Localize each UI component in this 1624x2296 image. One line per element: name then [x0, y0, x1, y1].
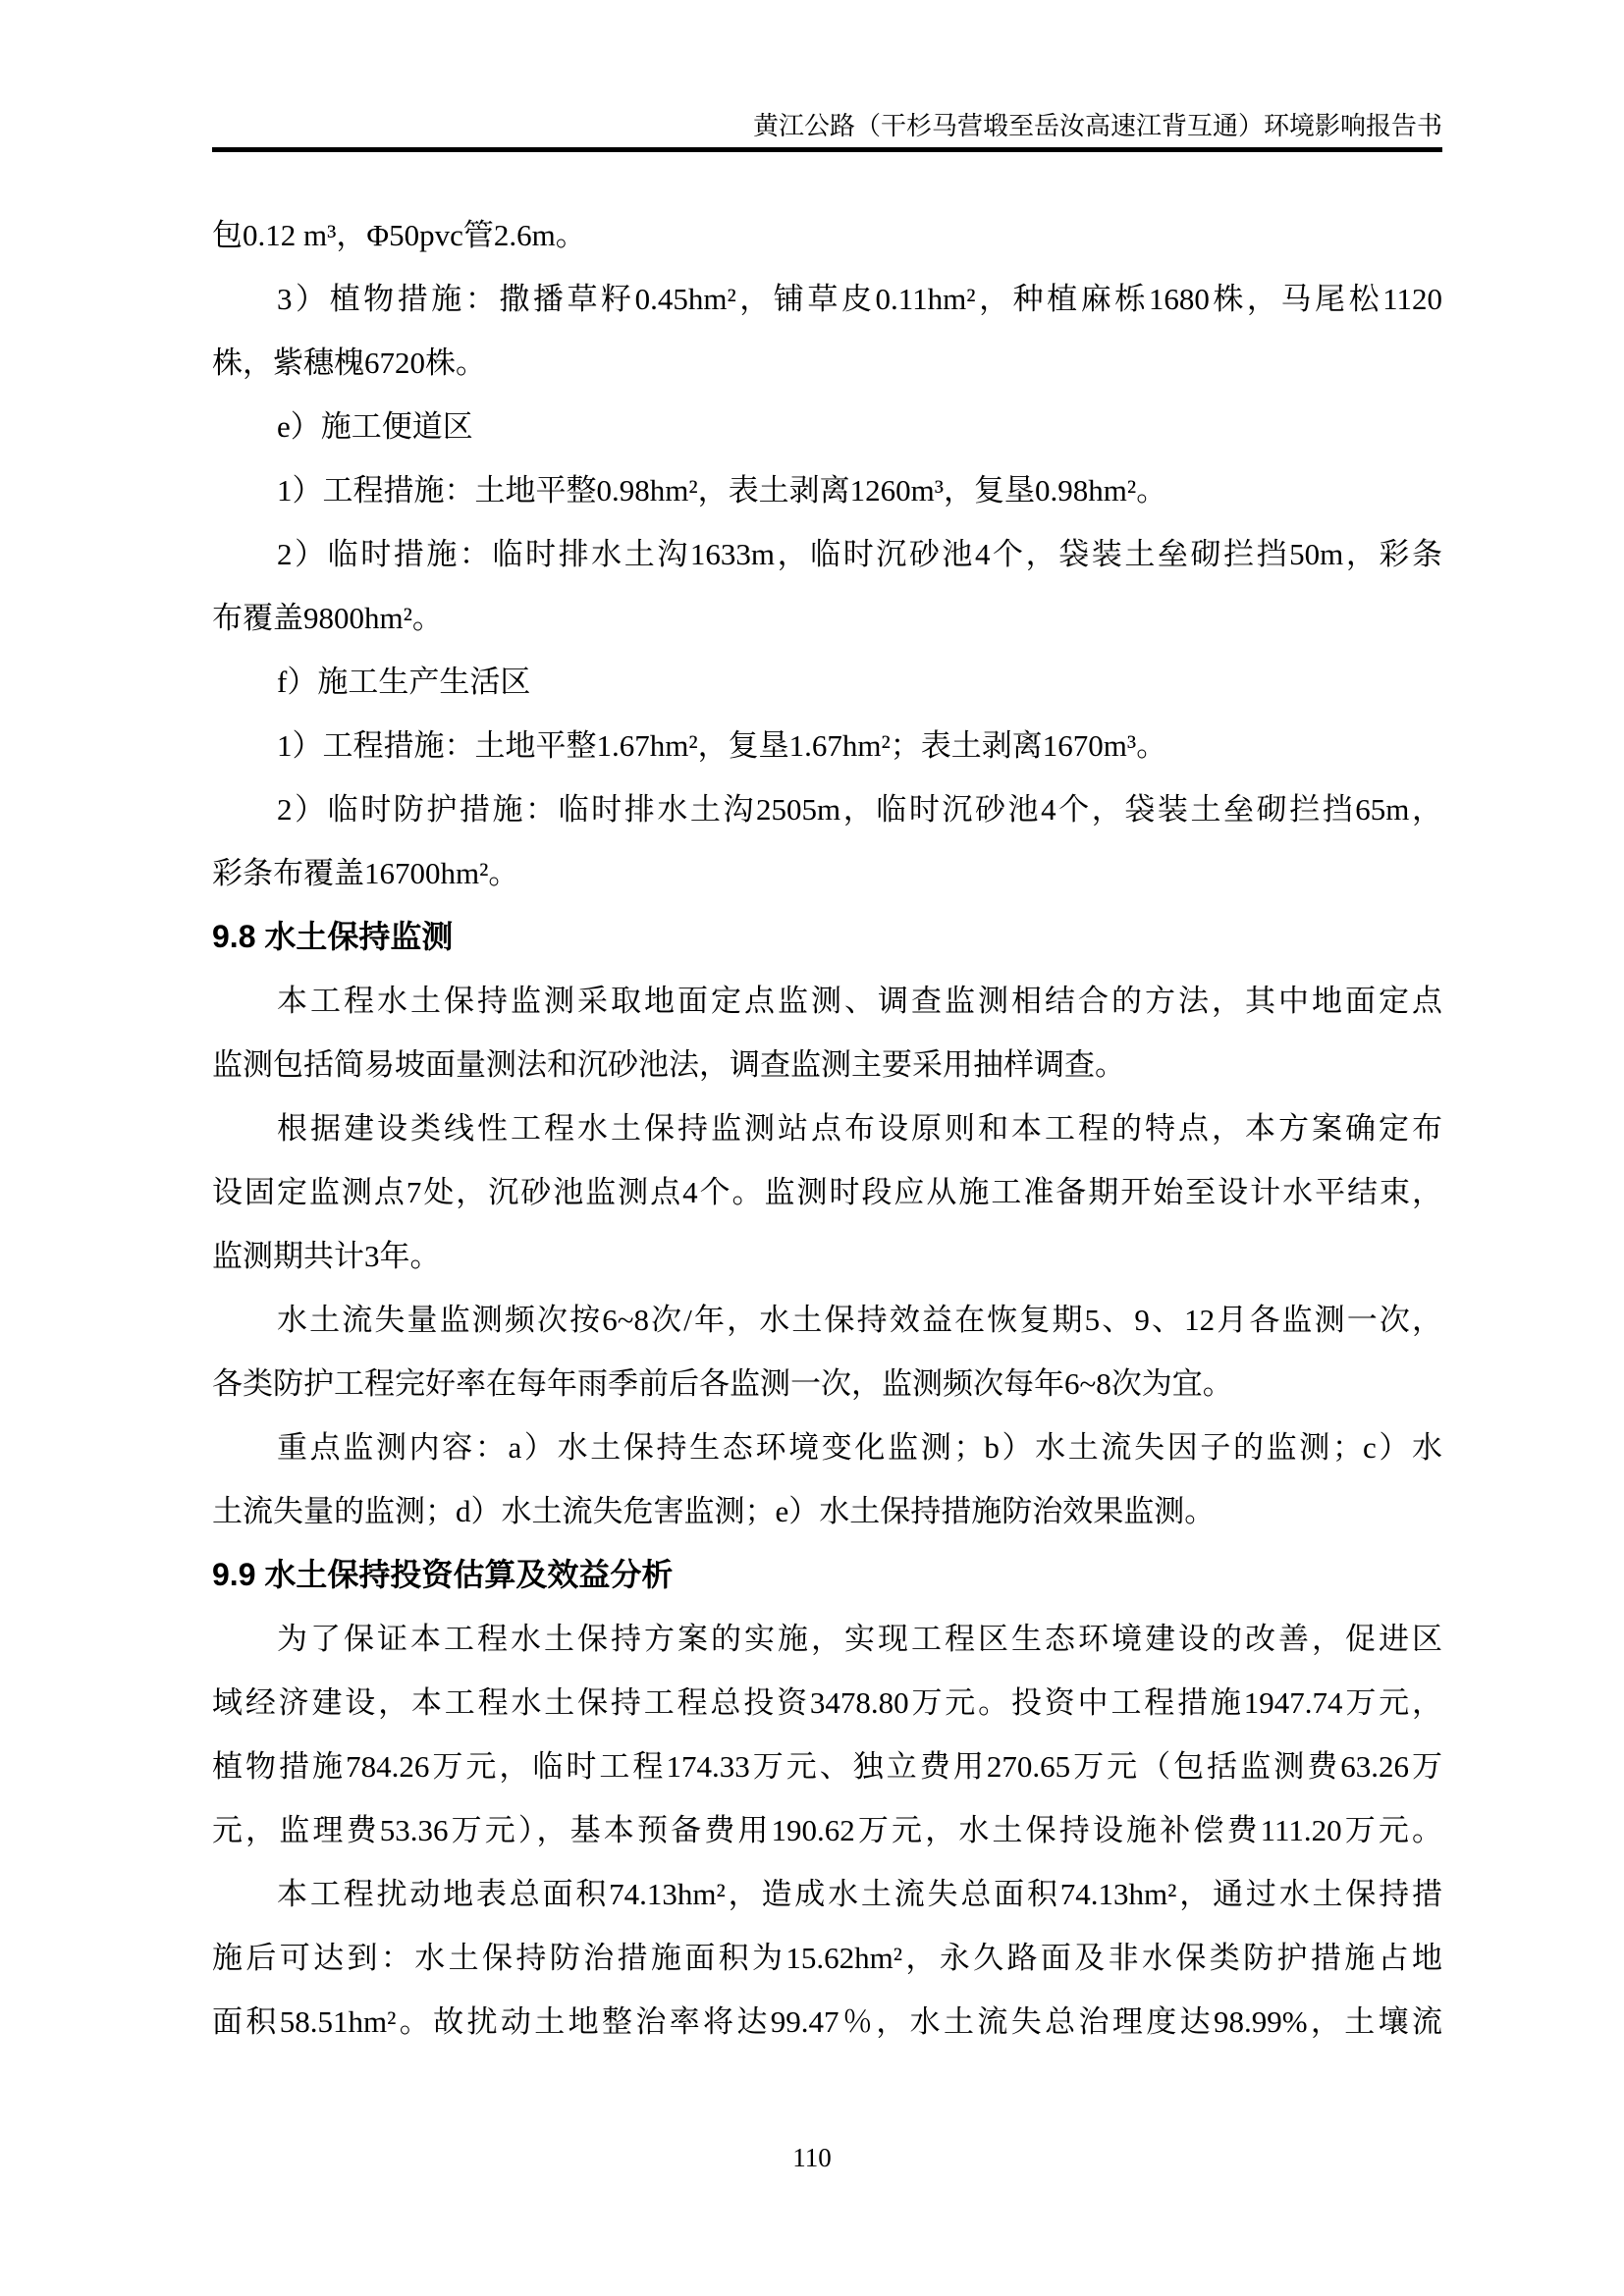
section-heading: 9.8 水土保持监测	[212, 919, 454, 954]
text-line: 布覆盖9800hm²。	[212, 601, 443, 635]
header-rule	[212, 147, 1442, 152]
text-line: 为了保证本工程水土保持方案的实施，实现工程区生态环境建设的改善，促进区	[277, 1622, 1442, 1656]
text-line: 彩条布覆盖16700hm²。	[212, 856, 519, 890]
running-header-title: 黄江公路（干杉马营塅至岳汝高速江背互通）环境影响报告书	[752, 112, 1442, 140]
text-line: f）施工生产生活区	[277, 665, 531, 699]
document-body	[212, 203, 1442, 2054]
text-line: 本工程水土保持监测采取地面定点监测、调查监测相结合的方法，其中地面定点	[277, 984, 1442, 1018]
text-line: 施后可达到：水土保持防治措施面积为15.62hm²，永久路面及非水保类防护措施占地	[212, 1941, 1442, 1975]
text-line: 设固定监测点7处，沉砂池监测点4个。监测时段应从施工准备期开始至设计水平结束，	[212, 1175, 1442, 1209]
text-line: 监测期共计3年。	[212, 1239, 441, 1273]
text-line: 1）工程措施：土地平整0.98hm²，表土剥离1260m³，复垦0.98hm²。	[277, 473, 1167, 507]
text-line: 3）植物措施：撒播草籽0.45hm²，铺草皮0.11hm²，种植麻栎1680株，马尾松1120	[277, 282, 1442, 316]
text-line: 重点监测内容：a）水土保持生态环境变化监测；b）水土流失因子的监测；c）水	[277, 1430, 1442, 1465]
text-line: e）施工便道区	[277, 409, 473, 444]
text-line: 域经济建设，本工程水土保持工程总投资3478.80万元。投资中工程措施1947.74万元，	[212, 1685, 1442, 1720]
text-line: 监测包括简易坡面量测法和沉砂池法，调查监测主要采用抽样调查。	[212, 1047, 1125, 1082]
text-line: 株，紫穗槐6720株。	[212, 346, 486, 380]
section-heading: 9.9 水土保持投资估算及效益分析	[212, 1557, 674, 1592]
text-line: 本工程扰动地表总面积74.13hm²，造成水土流失总面积74.13hm²，通过水土保持措	[277, 1877, 1442, 1911]
text-line: 面积58.51hm²。故扰动土地整治率将达99.47％，水土流失总治理度达98.99%，土壤流	[212, 2004, 1442, 2039]
text-line: 1）工程措施：土地平整1.67hm²，复垦1.67hm²；表土剥离1670m³。	[277, 728, 1167, 763]
text-line: 各类防护工程完好率在每年雨季前后各监测一次，监测频次每年6~8次为宜。	[212, 1366, 1233, 1401]
text-line: 土流失量的监测；d）水土流失危害监测；e）水土保持措施防治效果监测。	[212, 1494, 1216, 1528]
text-line: 2）临时措施：临时排水土沟1633m，临时沉砂池4个，袋装土垒砌拦挡50m，彩条	[277, 537, 1442, 571]
text-line: 根据建设类线性工程水土保持监测站点布设原则和本工程的特点，本方案确定布	[277, 1111, 1442, 1146]
text-line: 包0.12 m³，Φ50pvc管2.6m。	[212, 218, 586, 252]
text-line: 水土流失量监测频次按6~8次/年，水土保持效益在恢复期5、9、12月各监测一次，	[277, 1303, 1442, 1337]
text-line: 2）临时防护措施：临时排水土沟2505m，临时沉砂池4个，袋装土垒砌拦挡65m，	[277, 792, 1442, 827]
page-number: 110	[792, 2143, 832, 2172]
text-line: 植物措施784.26万元，临时工程174.33万元、独立费用270.65万元（包括监测费63.26万	[212, 1749, 1442, 1784]
text-line: 元，监理费53.36万元），基本预备费用190.62万元，水土保持设施补偿费111.20万元。	[212, 1813, 1442, 1847]
